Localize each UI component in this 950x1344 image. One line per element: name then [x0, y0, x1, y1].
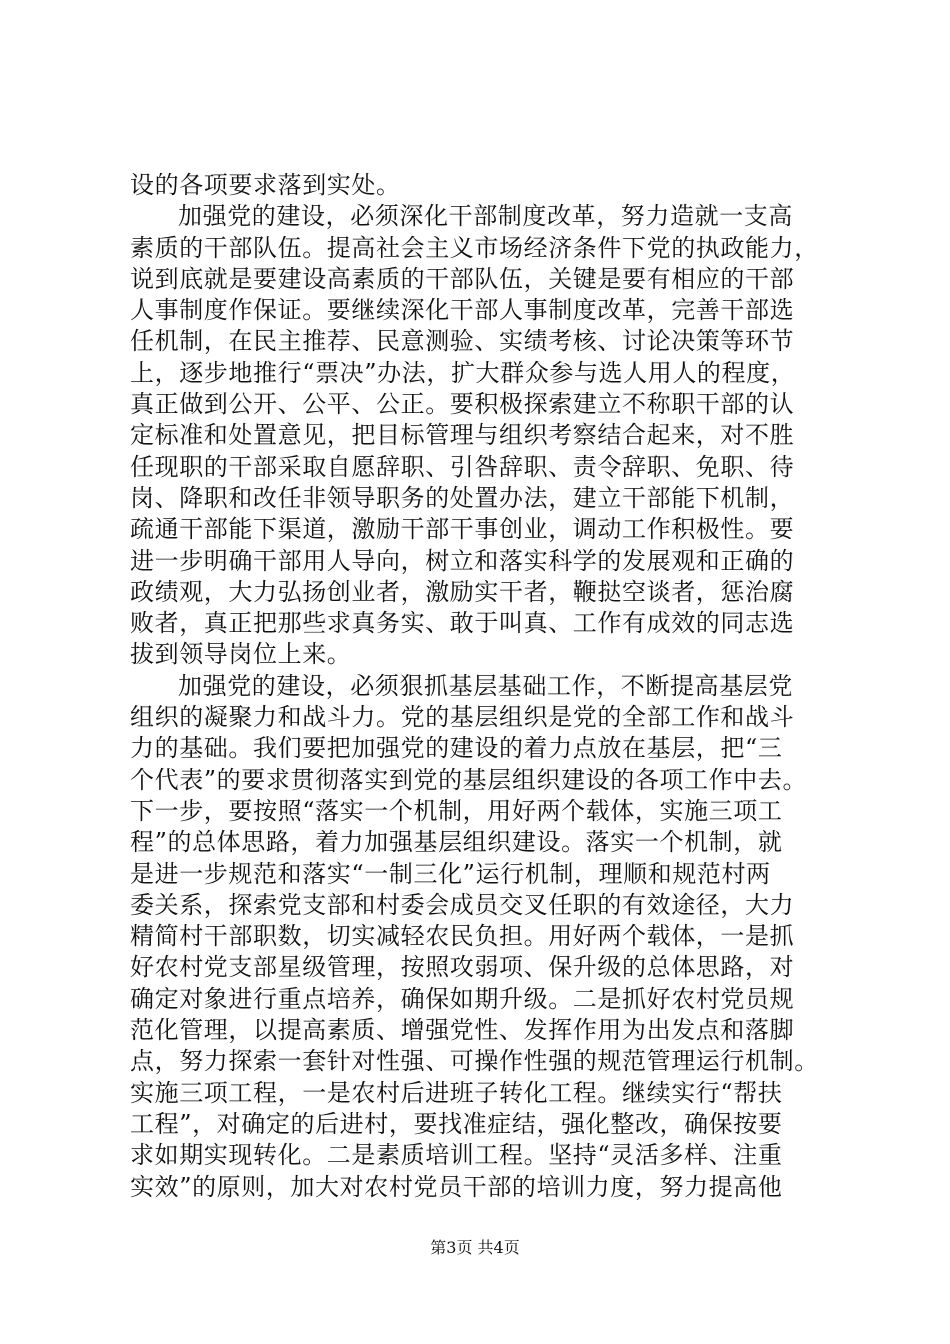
- text-line: 程”的总体思路，着力加强基层组织建设。落实一个机制，就: [130, 828, 783, 857]
- text-line: 范化管理，以提高素质、增强党性、发挥作用为出发点和落脚: [130, 1016, 795, 1045]
- text-line: 政绩观，大力弘扬创业者，激励实干者，鞭挞空谈者，惩治腐: [130, 577, 795, 606]
- text-line: 拔到领导岗位上来。: [130, 640, 352, 669]
- text-line: 岗、降职和改任非领导职务的处置办法，建立干部能下机制，: [130, 483, 795, 512]
- text-line: 疏通干部能下渠道，激励干部干事创业，调动工作积极性。要: [130, 515, 795, 544]
- text-line: 点，努力探索一套针对性强、可操作性强的规范管理运行机制。: [130, 1047, 819, 1076]
- text-line: 设的各项要求落到实处。: [130, 171, 401, 199]
- text-line: 工程”，对确定的后进村，要找准症结，强化整改，确保按要: [130, 1109, 783, 1138]
- text-line: 组织的凝聚力和战斗力。党的基层组织是党的全部工作和战斗: [130, 703, 795, 732]
- text-line: 精简村干部职数，切实减轻农民负担。用好两个载体，一是抓: [130, 922, 795, 951]
- text-line: 人事制度作保证。要继续深化干部人事制度改革，完善干部选: [130, 296, 795, 325]
- text-line: 说到底就是要建设高素质的干部队伍，关键是要有相应的干部: [130, 264, 795, 293]
- page-footer: 第3页 共4页: [430, 1238, 520, 1257]
- text-line: 实施三项工程，一是农村后进班子转化工程。继续实行“帮扶: [130, 1078, 783, 1107]
- paragraph-first-line: 加强党的建设，必须深化干部制度改革，努力造就一支高: [178, 202, 793, 231]
- text-line: 力的基础。我们要把加强党的建设的着力点放在基层，把“三: [130, 734, 783, 763]
- text-line: 败者，真正把那些求真务实、敢于叫真、工作有成效的同志选: [130, 609, 795, 638]
- text-line: 委关系，探索党支部和村委会成员交叉任职的有效途径，大力: [130, 890, 795, 919]
- text-line: 任现职的干部采取自愿辞职、引咎辞职、责令辞职、免职、待: [130, 452, 795, 481]
- text-line: 实效”的原则，加大对农村党员干部的培训力度，努力提高他: [130, 1172, 783, 1201]
- text-line: 确定对象进行重点培养，确保如期升级。二是抓好农村党员规: [130, 984, 795, 1013]
- text-line: 任机制，在民主推荐、民意测验、实绩考核、讨论决策等环节: [130, 327, 795, 356]
- text-line: 好农村党支部星级管理，按照攻弱项、保升级的总体思路，对: [130, 953, 795, 982]
- text-line: 真正做到公开、公平、公正。要积极探索建立不称职干部的认: [130, 390, 795, 419]
- text-line: 定标准和处置意见，把目标管理与组织考察结合起来，对不胜: [130, 421, 795, 450]
- text-line: 是进一步规范和落实“一制三化”运行机制，理顺和规范村两: [130, 859, 771, 888]
- paragraph-first-line: 加强党的建设，必须狠抓基层基础工作，不断提高基层党: [178, 671, 793, 700]
- text-line: 个代表”的要求贯彻落实到党的基层组织建设的各项工作中去。: [130, 765, 808, 794]
- text-line: 下一步，要按照“落实一个机制，用好两个载体，实施三项工: [130, 796, 783, 825]
- text-line: 进一步明确干部用人导向，树立和落实科学的发展观和正确的: [130, 546, 795, 575]
- text-line: 素质的干部队伍。提高社会主义市场经济条件下党的执政能力，: [130, 233, 819, 262]
- text-line: 求如期实现转化。二是素质培训工程。坚持“灵活多样、注重: [130, 1141, 783, 1170]
- document-body: [130, 170, 835, 1203]
- text-line: 上，逐步地推行“票决”办法，扩大群众参与选人用人的程度，: [130, 358, 796, 387]
